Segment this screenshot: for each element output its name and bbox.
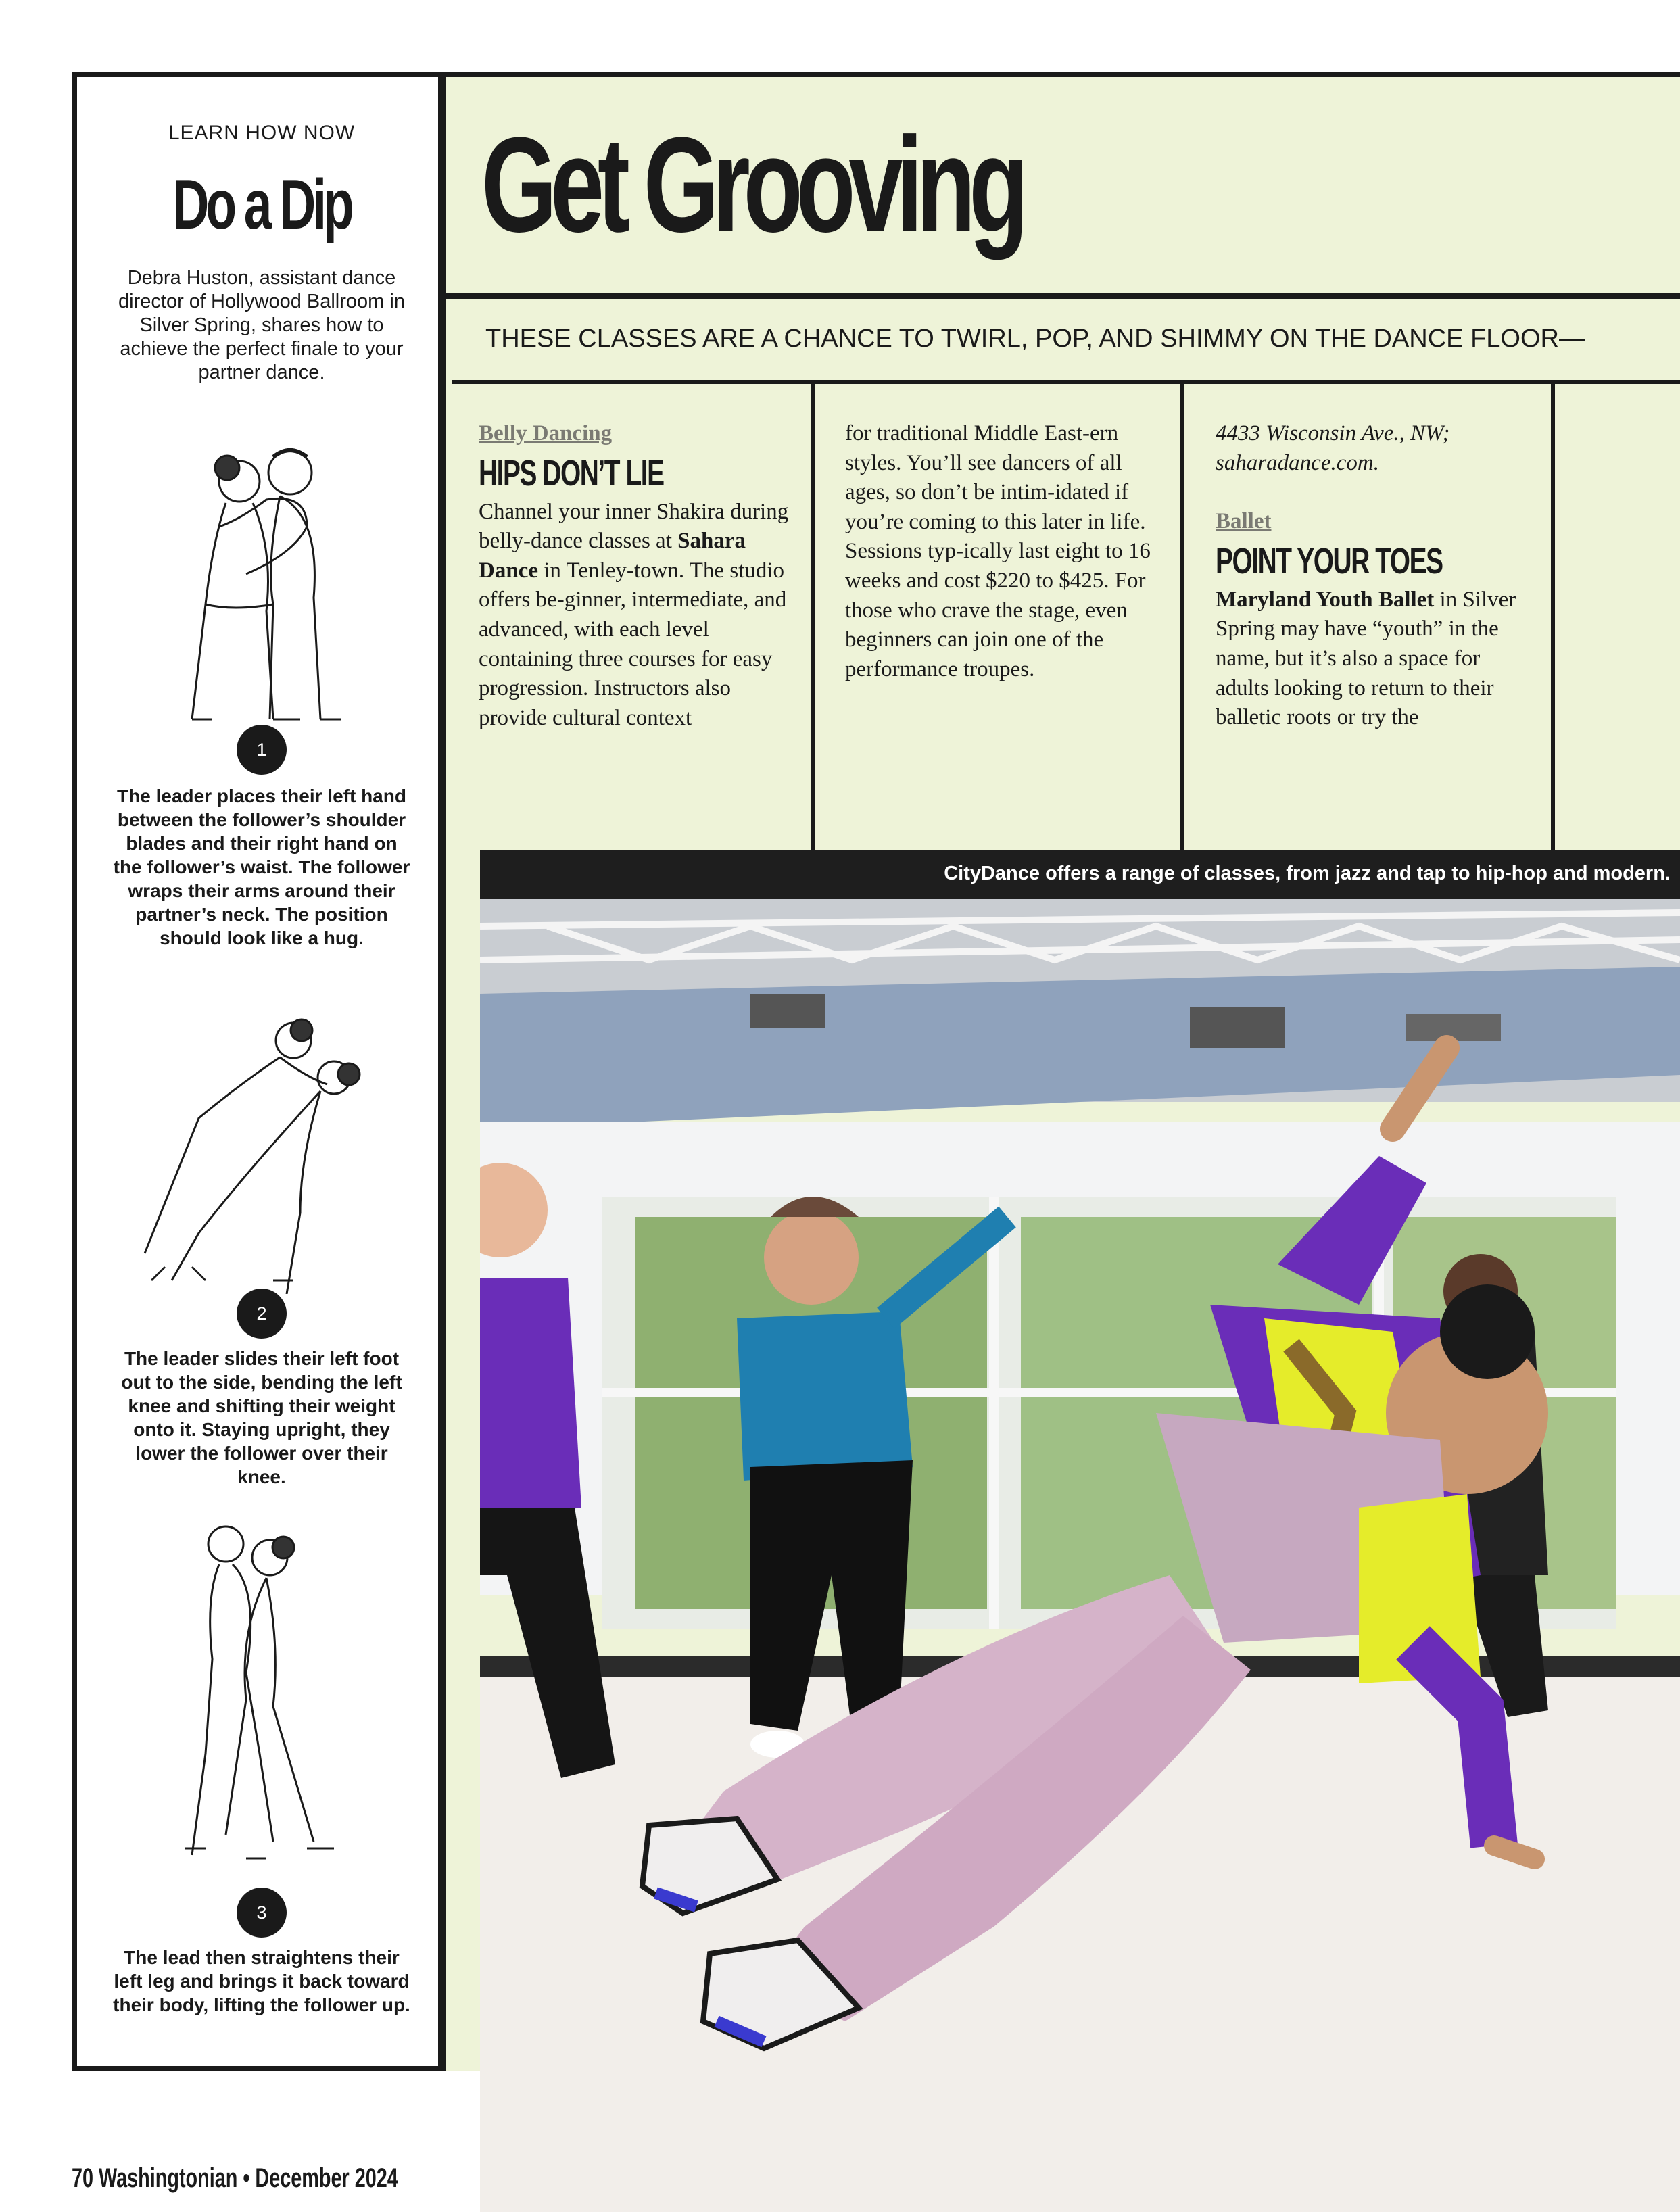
dance-class-photo-art [480, 899, 1680, 2212]
belly-dancing-body: Channel your inner Shakira during belly-dance classes at Sahara Dance in Tenley-town. The studio offers be-ginner, intermediate, and advanced, with each level containing three courses for easy progression. Instructors also provide cultural context [479, 499, 789, 730]
belly-dancing-body-continued: for traditional Middle East-ern styles. You’ll see dancers of all ages, so don’t be intim-idated if you’re coming to this later in life. Sessions typ-ically last eight to 16 weeks and cost $220 to $425. For those who crave the stage, even beginners can join one of the performance troupes. [845, 421, 1151, 681]
photo-caption-bar [480, 850, 1680, 899]
column-divider [1551, 384, 1555, 857]
dance-class-photo [480, 899, 1680, 2212]
belly-dancing-subhead: HIPS DON’T LIE [479, 452, 664, 494]
sidebar-kicker: LEARN HOW NOW [168, 122, 356, 144]
article-column-1 [479, 419, 796, 733]
couple-hug-illustration [165, 442, 361, 726]
sidebar-title: Do a Dip [172, 166, 351, 244]
step-3-number: 3 [237, 1888, 287, 1938]
sahara-dance-address: 4433 Wisconsin Ave., NW; saharadance.com. [1216, 421, 1450, 475]
dek-rule [452, 380, 1680, 384]
headline-rule [446, 293, 1680, 299]
step-1-text: The leader places their left hand between the follower’s shoulder blades and their right hand on the follower’s waist. The follower wraps their arms around their partner’s neck. The position should look like a hug. [113, 786, 410, 948]
headline: Get Grooving [481, 110, 1022, 260]
photo-caption: CityDance offers a range of classes, from jazz and tap to hip-hop and modern. [944, 863, 1671, 884]
article-column-2 [845, 419, 1163, 684]
dek: THESE CLASSES ARE A CHANCE TO TWIRL, POP, AND SHIMMY ON THE DANCE FLOOR— [485, 324, 1585, 353]
couple-lift-illustration [151, 1517, 368, 1869]
sidebar-intro: Debra Huston, assistant dance director of Hollywood Ballroom in Silver Spring, shares how to achieve the perfect finale to your partner dance. [118, 267, 405, 383]
ballet-body: Maryland Youth Ballet in Silver Spring may have “youth” in the name, but it’s also a space for adults looking to return to their balletic roots or try the [1216, 587, 1516, 730]
ballet-kicker: Ballet [1216, 509, 1272, 534]
article-column-3 [1216, 419, 1533, 733]
step-2-text: The leader slides their left foot out to the side, bending the left knee and shifting their weight onto it. Staying upright, they lower the follower over their knee. [121, 1348, 402, 1487]
sahara-dance-name: Sahara Dance [479, 529, 746, 583]
sidebar-how-to [72, 72, 441, 2071]
column-divider [1180, 384, 1184, 857]
couple-dip-illustration [124, 1010, 381, 1294]
step-2-number: 2 [237, 1289, 287, 1339]
step-1-number: 1 [237, 725, 287, 775]
column-divider [811, 384, 815, 857]
belly-dancing-kicker: Belly Dancing [479, 421, 613, 446]
page-folio: 70 Washingtonian • December 2024 [72, 2163, 398, 2193]
ballet-subhead: POINT YOUR TOES [1216, 540, 1443, 581]
step-3-text: The lead then straightens their left leg and brings it back toward their body, lifting the follower up. [113, 1947, 410, 2015]
maryland-youth-ballet-name: Maryland Youth Ballet [1216, 587, 1435, 612]
sidebar-bottom-rule [72, 2066, 480, 2071]
